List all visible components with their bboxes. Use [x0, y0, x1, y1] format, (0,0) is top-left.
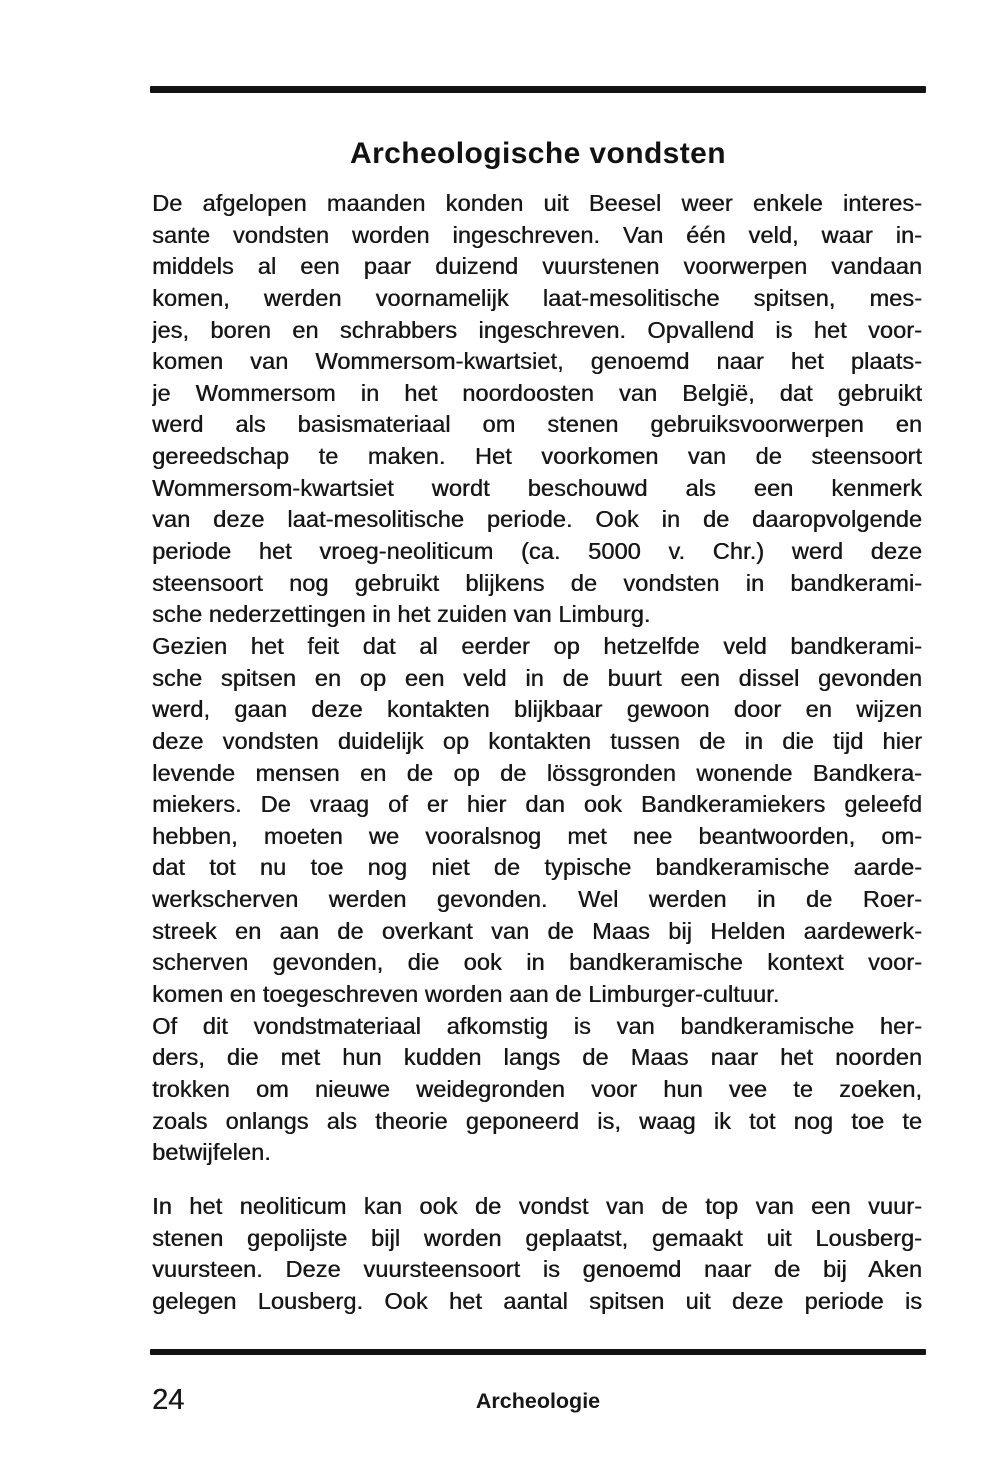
- text-line: Of dit vondstmateriaal afkomstig is van bandkeramische her-: [152, 1012, 922, 1039]
- text-line: stenen gepolijste bijl worden geplaatst, gemaakt uit Lousberg-: [152, 1224, 922, 1251]
- text-line: trokken om nieuwe weidegronden voor hun vee te zoeken,: [152, 1075, 922, 1102]
- bottom-rule: [150, 1349, 926, 1355]
- text-line: van deze laat-mesolitische periode. Ook in de daaropvolgende: [152, 506, 922, 533]
- text-line: gereedschap te maken. Het voorkomen van de steensoort: [152, 443, 922, 470]
- page-number: 24: [152, 1384, 185, 1416]
- text-line: scherven gevonden, die ook in bandkeramische kontext voor-: [152, 949, 922, 976]
- text-line: levende mensen en de op de lössgronden wonende Bandkera-: [152, 759, 922, 786]
- text-line: ders, die met hun kudden langs de Maas naar het noorden: [152, 1044, 922, 1071]
- text-line: periode het vroeg-neoliticum (ca. 5000 v. Chr.) werd deze: [152, 538, 922, 565]
- text-line: miekers. De vraag of er hier dan ook Bandkeramiekers geleefd: [152, 791, 922, 818]
- paragraph: [152, 188, 922, 631]
- paragraph: [152, 1011, 922, 1169]
- text-line: gelegen Lousberg. Ook het aantal spitsen uit deze periode is: [152, 1287, 922, 1314]
- text-line: werd als basismateriaal om stenen gebruiksvoorwerpen en: [152, 411, 922, 438]
- text-line: komen, werden voornamelijk laat-mesolitische spitsen, mes-: [152, 284, 922, 311]
- text-line: sche nederzettingen in het zuiden van Limburg.: [152, 601, 651, 628]
- text-line: komen en toegeschreven worden aan de Limburger-cultuur.: [152, 981, 780, 1008]
- text-line: komen van Wommersom-kwartsiet, genoemd naar het plaats-: [152, 348, 922, 375]
- top-rule: [150, 86, 926, 93]
- text-line: je Wommersom in het noordoosten van België, dat gebruikt: [152, 379, 922, 406]
- article-body: [152, 188, 922, 1317]
- text-line: In het neoliticum kan ook de vondst van de top van een vuur-: [152, 1192, 922, 1219]
- text-line: streek en aan de overkant van de Maas bij Helden aardewerk-: [152, 917, 922, 944]
- text-line: werd, gaan deze kontakten blijkbaar gewoon door en wijzen: [152, 696, 922, 723]
- text-line: Wommersom-kwartsiet wordt beschouwd als een kenmerk: [152, 474, 922, 501]
- text-line: jes, boren en schrabbers ingeschreven. Opvallend is het voor-: [152, 316, 922, 343]
- running-head: Archeologie: [475, 1389, 601, 1413]
- text-line: De afgelopen maanden konden uit Beesel weer enkele interes-: [152, 190, 922, 216]
- text-line: hebben, moeten we vooralsnog met nee beantwoorden, om-: [152, 822, 922, 849]
- text-line: sche spitsen en op een veld in de buurt een dissel gevonden: [152, 664, 922, 691]
- text-line: sante vondsten worden ingeschreven. Van één veld, waar in-: [152, 221, 922, 248]
- paragraph: [152, 1191, 922, 1318]
- text-line: dat tot nu toe nog niet de typische bandkeramische aarde-: [152, 854, 922, 881]
- text-line: zoals onlangs als theorie geponeerd is, waag ik tot nog toe te: [152, 1107, 922, 1134]
- text-line: middels al een paar duizend vuurstenen voorwerpen vandaan: [152, 253, 922, 280]
- text-line: werkscherven werden gevonden. Wel werden in de Roer-: [152, 886, 922, 913]
- article-title: Archeologische vondsten: [350, 137, 726, 171]
- text-line: steensoort nog gebruikt blijkens de vondsten in bandkerami-: [152, 569, 922, 596]
- text-line: Gezien het feit dat al eerder op hetzelfde veld bandkerami-: [152, 632, 922, 659]
- text-line: vuursteen. Deze vuursteensoort is genoemd naar de bij Aken: [152, 1256, 922, 1283]
- text-line: betwijfelen.: [152, 1139, 271, 1166]
- paragraph: [152, 631, 922, 1011]
- text-line: deze vondsten duidelijk op kontakten tussen de in die tijd hier: [152, 727, 922, 754]
